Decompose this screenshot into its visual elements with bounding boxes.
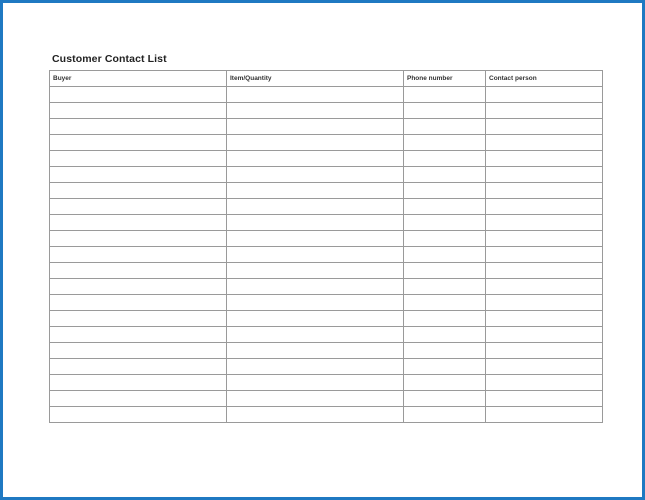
table-body [50, 87, 603, 423]
cell-buyer[interactable] [50, 359, 227, 375]
cell-contact-person[interactable] [486, 199, 603, 215]
table-row [50, 279, 603, 295]
cell-phone-number[interactable] [404, 247, 486, 263]
cell-contact-person[interactable] [486, 151, 603, 167]
cell-phone-number[interactable] [404, 119, 486, 135]
cell-item-quantity[interactable] [227, 151, 404, 167]
cell-buyer[interactable] [50, 151, 227, 167]
column-header-phone-number: Phone number [404, 71, 486, 87]
table-row [50, 391, 603, 407]
cell-phone-number[interactable] [404, 375, 486, 391]
column-header-contact-person: Contact person [486, 71, 603, 87]
cell-contact-person[interactable] [486, 295, 603, 311]
table-row [50, 135, 603, 151]
cell-contact-person[interactable] [486, 343, 603, 359]
cell-phone-number[interactable] [404, 183, 486, 199]
cell-item-quantity[interactable] [227, 135, 404, 151]
cell-buyer[interactable] [50, 295, 227, 311]
table-row [50, 375, 603, 391]
cell-phone-number[interactable] [404, 407, 486, 423]
cell-contact-person[interactable] [486, 103, 603, 119]
table-row [50, 183, 603, 199]
cell-phone-number[interactable] [404, 167, 486, 183]
cell-contact-person[interactable] [486, 263, 603, 279]
cell-item-quantity[interactable] [227, 103, 404, 119]
cell-item-quantity[interactable] [227, 295, 404, 311]
table-row [50, 103, 603, 119]
cell-contact-person[interactable] [486, 247, 603, 263]
cell-phone-number[interactable] [404, 87, 486, 103]
cell-contact-person[interactable] [486, 215, 603, 231]
cell-buyer[interactable] [50, 247, 227, 263]
cell-buyer[interactable] [50, 343, 227, 359]
cell-contact-person[interactable] [486, 135, 603, 151]
table-row [50, 327, 603, 343]
cell-buyer[interactable] [50, 119, 227, 135]
table-row [50, 263, 603, 279]
cell-item-quantity[interactable] [227, 407, 404, 423]
cell-contact-person[interactable] [486, 375, 603, 391]
cell-phone-number[interactable] [404, 231, 486, 247]
cell-buyer[interactable] [50, 183, 227, 199]
cell-buyer[interactable] [50, 311, 227, 327]
cell-buyer[interactable] [50, 167, 227, 183]
cell-phone-number[interactable] [404, 311, 486, 327]
cell-contact-person[interactable] [486, 279, 603, 295]
cell-item-quantity[interactable] [227, 119, 404, 135]
cell-item-quantity[interactable] [227, 359, 404, 375]
table-row [50, 231, 603, 247]
cell-item-quantity[interactable] [227, 183, 404, 199]
cell-contact-person[interactable] [486, 87, 603, 103]
cell-buyer[interactable] [50, 327, 227, 343]
cell-buyer[interactable] [50, 87, 227, 103]
cell-item-quantity[interactable] [227, 199, 404, 215]
cell-item-quantity[interactable] [227, 343, 404, 359]
cell-contact-person[interactable] [486, 327, 603, 343]
cell-item-quantity[interactable] [227, 87, 404, 103]
table-row [50, 87, 603, 103]
cell-buyer[interactable] [50, 215, 227, 231]
column-header-item-quantity: Item/Quantity [227, 71, 404, 87]
cell-phone-number[interactable] [404, 391, 486, 407]
cell-contact-person[interactable] [486, 407, 603, 423]
cell-phone-number[interactable] [404, 135, 486, 151]
table-row [50, 359, 603, 375]
cell-buyer[interactable] [50, 103, 227, 119]
cell-item-quantity[interactable] [227, 247, 404, 263]
table-row [50, 199, 603, 215]
contact-table [49, 70, 603, 423]
cell-phone-number[interactable] [404, 151, 486, 167]
cell-item-quantity[interactable] [227, 231, 404, 247]
cell-item-quantity[interactable] [227, 311, 404, 327]
column-header-buyer: Buyer [50, 71, 227, 87]
cell-buyer[interactable] [50, 231, 227, 247]
cell-contact-person[interactable] [486, 311, 603, 327]
cell-phone-number[interactable] [404, 295, 486, 311]
cell-phone-number[interactable] [404, 327, 486, 343]
cell-contact-person[interactable] [486, 359, 603, 375]
cell-item-quantity[interactable] [227, 327, 404, 343]
cell-buyer[interactable] [50, 407, 227, 423]
cell-contact-person[interactable] [486, 391, 603, 407]
cell-contact-person[interactable] [486, 167, 603, 183]
table-row [50, 247, 603, 263]
table-row [50, 151, 603, 167]
cell-buyer[interactable] [50, 135, 227, 151]
cell-phone-number[interactable] [404, 103, 486, 119]
cell-phone-number[interactable] [404, 215, 486, 231]
cell-contact-person[interactable] [486, 183, 603, 199]
table-row [50, 167, 603, 183]
cell-item-quantity[interactable] [227, 375, 404, 391]
cell-buyer[interactable] [50, 279, 227, 295]
cell-phone-number[interactable] [404, 343, 486, 359]
table-row [50, 343, 603, 359]
cell-contact-person[interactable] [486, 231, 603, 247]
page-title: Customer Contact List [52, 53, 167, 65]
cell-item-quantity[interactable] [227, 279, 404, 295]
cell-buyer[interactable] [50, 375, 227, 391]
cell-phone-number[interactable] [404, 359, 486, 375]
cell-item-quantity[interactable] [227, 215, 404, 231]
cell-buyer[interactable] [50, 199, 227, 215]
cell-item-quantity[interactable] [227, 391, 404, 407]
cell-phone-number[interactable] [404, 263, 486, 279]
cell-item-quantity[interactable] [227, 167, 404, 183]
table-row [50, 295, 603, 311]
table-row [50, 311, 603, 327]
cell-buyer[interactable] [50, 263, 227, 279]
cell-contact-person[interactable] [486, 119, 603, 135]
cell-buyer[interactable] [50, 391, 227, 407]
cell-phone-number[interactable] [404, 279, 486, 295]
table-row [50, 119, 603, 135]
table-row [50, 215, 603, 231]
cell-item-quantity[interactable] [227, 263, 404, 279]
table-header-row [50, 71, 603, 87]
cell-phone-number[interactable] [404, 199, 486, 215]
table-row [50, 407, 603, 423]
